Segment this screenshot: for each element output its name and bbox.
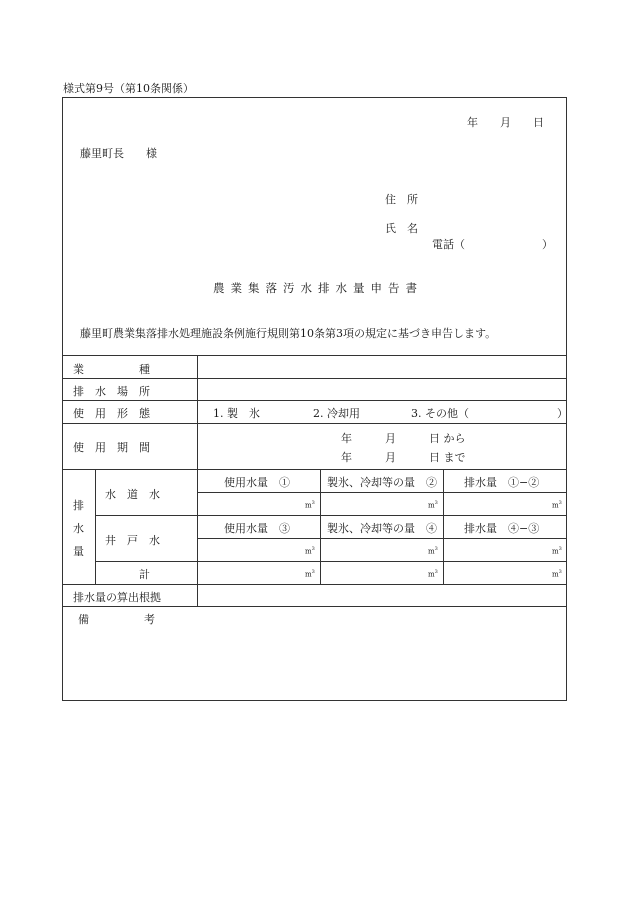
unit-label: $m^3$: [428, 569, 438, 579]
location-label: 排 水 場 所: [73, 385, 150, 398]
addressee: 藤里町長 様: [80, 147, 157, 160]
divider: [95, 515, 567, 516]
divider: [95, 469, 96, 584]
tap-water-label: 水 道 水: [105, 488, 160, 501]
divider: [320, 469, 321, 584]
unit-label: $m^3$: [552, 546, 562, 556]
date-line: 年 月 日: [467, 116, 544, 129]
period-to: 年 月 日 まで: [341, 451, 466, 464]
divider: [443, 469, 444, 584]
divider: [62, 469, 567, 470]
discharge-label: 量: [73, 545, 84, 558]
usage-period-label: 使 用 期 間: [73, 441, 150, 454]
well-water-label: 井 戸 水: [105, 534, 160, 547]
divider: [62, 423, 567, 424]
form-number: 様式第9号（第10条関係）: [63, 82, 194, 95]
statement: 藤里町農業集落排水処理施設条例施行規則第10条第3項の規定に基づき申告します。: [80, 327, 497, 340]
period-from: 年 月 日 から: [341, 432, 466, 445]
phone-label: 電話（ ）: [432, 238, 553, 251]
divider: [197, 492, 567, 493]
divider: [62, 355, 567, 356]
address-label: 住 所: [385, 193, 418, 206]
unit-label: $m^3$: [552, 569, 562, 579]
basis-label: 排水量の算出根拠: [73, 591, 161, 604]
unit-label: $m^3$: [305, 500, 315, 510]
name-label: 氏 名: [385, 222, 418, 235]
divider: [62, 606, 567, 607]
total-label: 計: [139, 568, 150, 581]
usage-option: 3. その他（ ）: [411, 407, 568, 420]
usage-option: 2. 冷却用: [313, 407, 360, 420]
column-header: 使用水量 ③: [224, 522, 290, 535]
usage-form-label: 使 用 形 態: [73, 407, 150, 420]
industry-label: 業 種: [73, 363, 150, 376]
discharge-label: 水: [73, 522, 84, 535]
unit-label: $m^3$: [305, 546, 315, 556]
unit-label: $m^3$: [305, 569, 315, 579]
column-header: 製氷、冷却等の量 ④: [327, 522, 437, 535]
unit-label: $m^3$: [428, 546, 438, 556]
unit-label: $m^3$: [428, 500, 438, 510]
discharge-label: 排: [73, 499, 84, 512]
remarks-label: 備 考: [78, 613, 155, 626]
divider: [197, 355, 198, 606]
divider: [62, 378, 567, 379]
column-header: 使用水量 ①: [224, 476, 290, 489]
divider: [62, 400, 567, 401]
column-header: 製氷、冷却等の量 ②: [327, 476, 437, 489]
divider: [95, 561, 567, 562]
unit-label: $m^3$: [552, 500, 562, 510]
divider: [62, 584, 567, 585]
column-header: 排水量 ④−③: [464, 522, 540, 535]
page-title: 農業集落汚水排水量申告書: [213, 281, 423, 295]
usage-option: 1. 製 氷: [213, 407, 260, 420]
column-header: 排水量 ①−②: [464, 476, 540, 489]
divider: [197, 538, 567, 539]
